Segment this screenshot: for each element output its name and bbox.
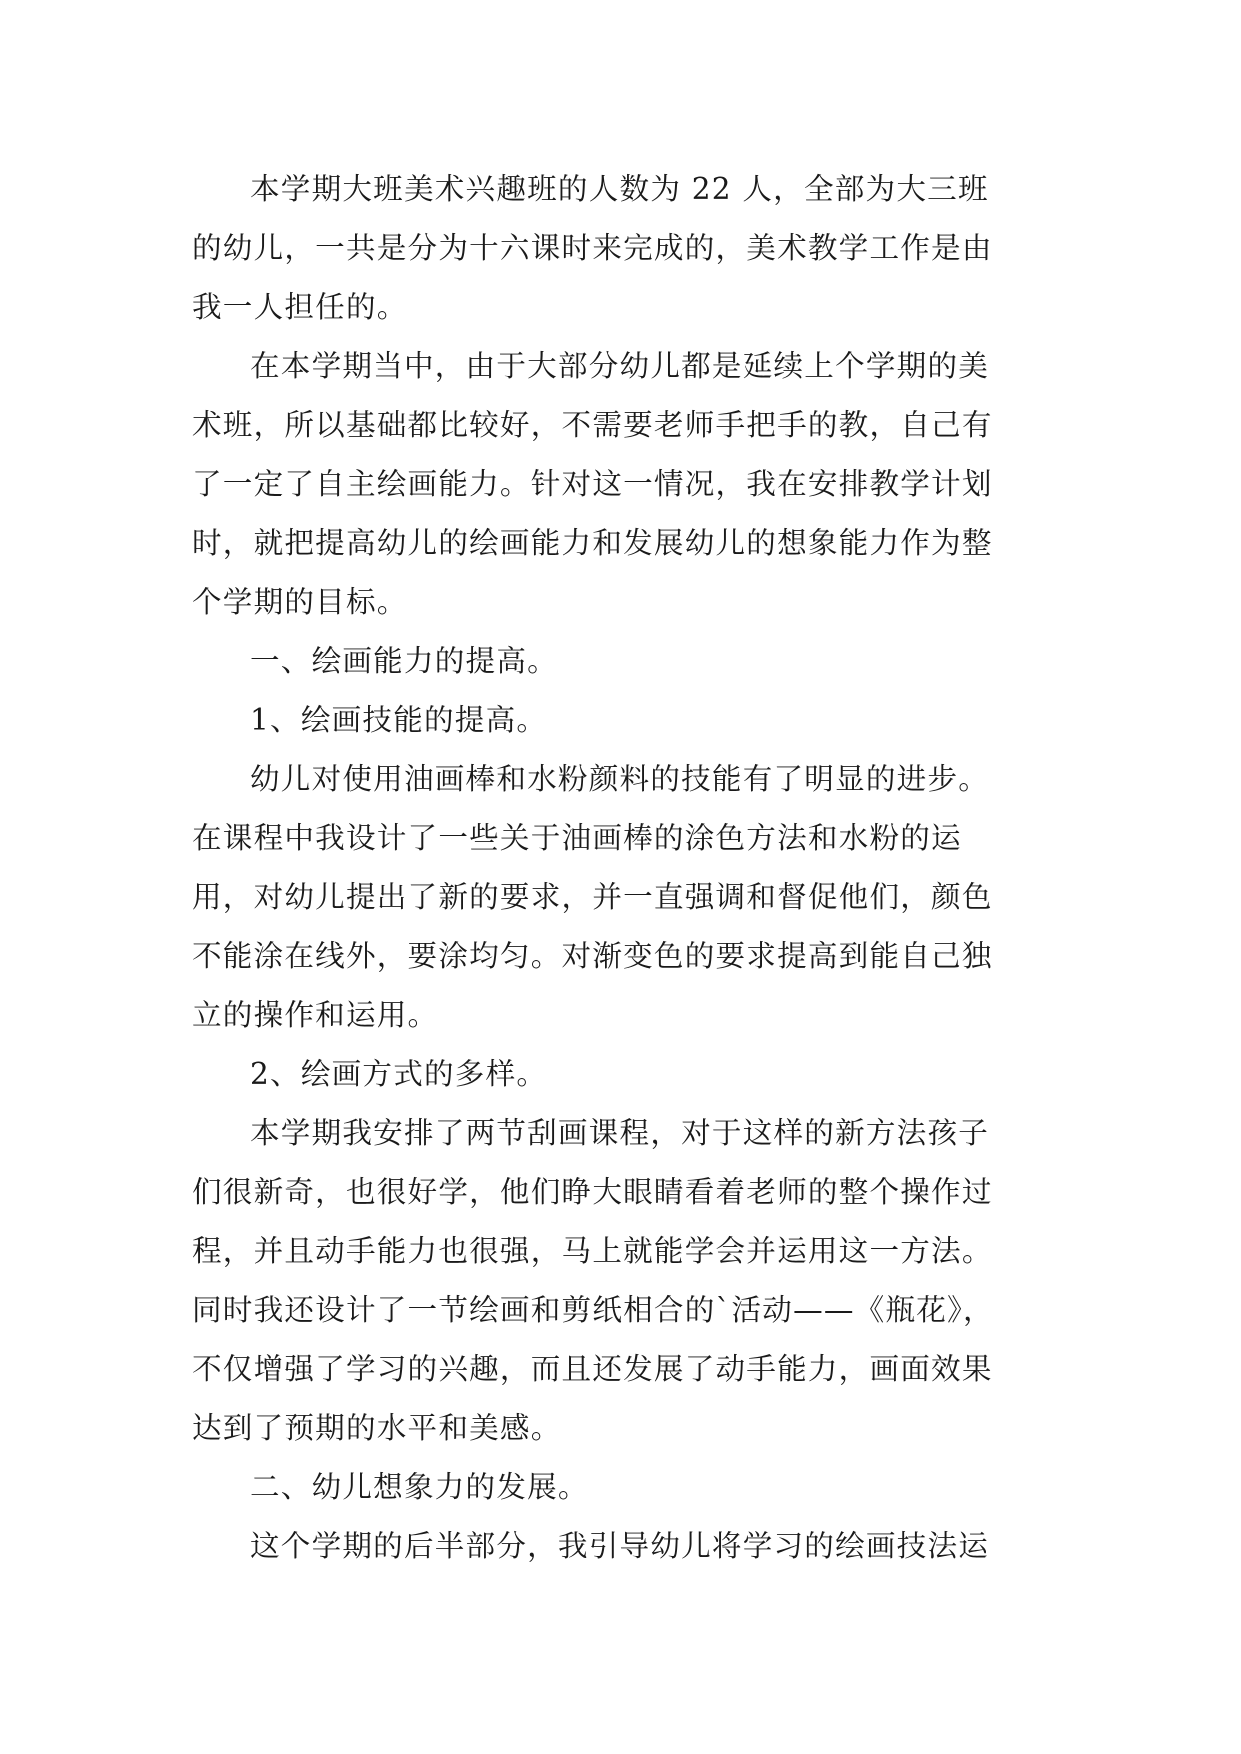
text-line: 时，就把提高幼儿的绘画能力和发展幼儿的想象能力作为整 bbox=[192, 526, 993, 560]
text-line: 同时我还设计了一节绘画和剪纸相合的`活动——《瓶花》， bbox=[192, 1293, 994, 1327]
text-line: 二、幼儿想象力的发展。 bbox=[250, 1470, 589, 1504]
text-line: 不能涂在线外，要涂均匀。对渐变色的要求提高到能自己独 bbox=[192, 939, 993, 973]
text-line: 我一人担任的。 bbox=[192, 290, 408, 324]
document-body bbox=[192, 160, 1062, 1576]
text-line: 立的操作和运用。 bbox=[192, 998, 439, 1032]
text-line: 个学期的目标。 bbox=[192, 585, 408, 619]
text-line: 术班，所以基础都比较好，不需要老师手把手的教，自己有 bbox=[192, 408, 993, 442]
text-line: 在课程中我设计了一些关于油画棒的涂色方法和水粉的运 bbox=[192, 821, 962, 855]
text-line: 不仅增强了学习的兴趣，而且还发展了动手能力，画面效果 bbox=[192, 1352, 993, 1386]
text-line: 程，并且动手能力也很强，马上就能学会并运用这一方法。 bbox=[192, 1234, 993, 1268]
text-line: 达到了预期的水平和美感。 bbox=[192, 1411, 562, 1445]
text-line: 用，对幼儿提出了新的要求，并一直强调和督促他们，颜色 bbox=[192, 880, 993, 914]
text-line: 了一定了自主绘画能力。针对这一情况，我在安排教学计划 bbox=[192, 467, 993, 501]
text-line: 的幼儿，一共是分为十六课时来完成的，美术教学工作是由 bbox=[192, 231, 993, 265]
text-line: 在本学期当中，由于大部分幼儿都是延续上个学期的美 bbox=[250, 349, 990, 383]
text-line: 一、绘画能力的提高。 bbox=[250, 644, 558, 678]
text-line: 这个学期的后半部分，我引导幼儿将学习的绘画技法运 bbox=[250, 1529, 990, 1563]
text-line: 2、绘画方式的多样。 bbox=[250, 1057, 548, 1091]
text-line: 本学期大班美术兴趣班的人数为 22 人，全部为大三班 bbox=[250, 172, 989, 206]
text-line: 1、绘画技能的提高。 bbox=[250, 703, 548, 737]
text-line: 幼儿对使用油画棒和水粉颜料的技能有了明显的进步。 bbox=[250, 762, 990, 796]
text-line: 本学期我安排了两节刮画课程，对于这样的新方法孩子 bbox=[250, 1116, 990, 1150]
text-line: 们很新奇，也很好学，他们睁大眼睛看着老师的整个操作过 bbox=[192, 1175, 993, 1209]
